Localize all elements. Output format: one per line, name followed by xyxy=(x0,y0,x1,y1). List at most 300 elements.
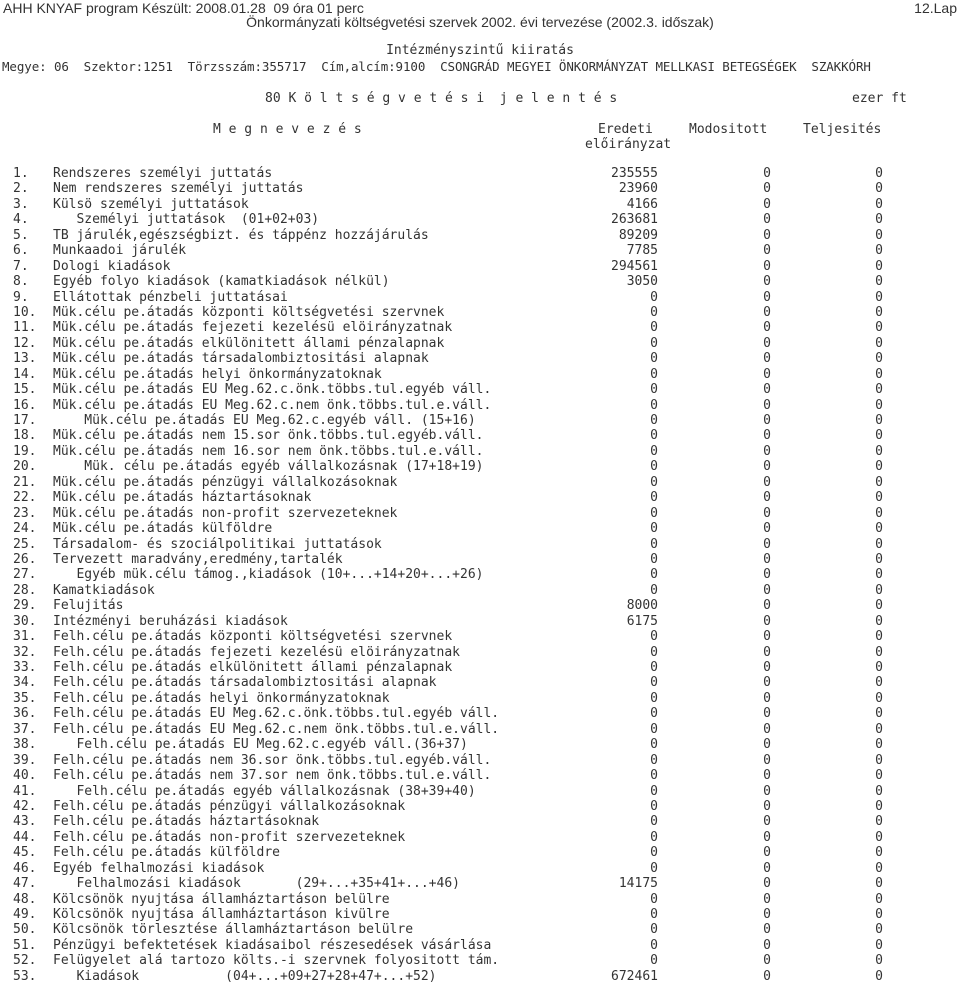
table-row xyxy=(0,830,960,845)
row-label: Mük.célu pe.átadás EU Meg.62.c.nem önk.többs.tul.e.váll. xyxy=(53,397,492,413)
original-value: 235555 xyxy=(611,166,658,181)
row-number: 43. xyxy=(13,814,37,830)
actual-value: 0 xyxy=(875,335,883,351)
modified-value: 0 xyxy=(763,166,771,181)
actual-value: 0 xyxy=(875,351,883,367)
modified-value: 0 xyxy=(763,196,771,212)
row-number: 3. xyxy=(13,196,29,212)
actual-value: 0 xyxy=(875,768,883,784)
row-label: Felügyelet alá tartozo költs.-i szervnek folyositott tám. xyxy=(53,953,500,969)
actual-value: 0 xyxy=(875,706,883,722)
row-number: 27. xyxy=(13,567,37,583)
row-number: 50. xyxy=(13,922,37,938)
row-label: Ellátottak pénzbeli juttatásai xyxy=(53,289,288,305)
modified-value: 0 xyxy=(763,937,771,953)
table-row xyxy=(0,969,960,984)
original-value: 0 xyxy=(650,335,658,351)
table-row xyxy=(0,814,960,829)
table-row xyxy=(0,336,960,351)
table-row xyxy=(0,398,960,413)
row-number: 16. xyxy=(13,397,37,413)
actual-value: 0 xyxy=(875,459,883,475)
row-label: Rendszeres személyi juttatás xyxy=(53,166,273,181)
modified-value: 0 xyxy=(763,351,771,367)
row-label: Mük.célu pe.átadás non-profit szervezeteknek xyxy=(53,505,398,521)
table-row xyxy=(0,259,960,274)
row-label: Felujitás xyxy=(53,598,124,614)
table-row xyxy=(0,645,960,660)
modified-value: 0 xyxy=(763,181,771,197)
table-row xyxy=(0,660,960,675)
actual-value: 0 xyxy=(875,798,883,814)
program-line: AHH KNYAF program Készült: 2008.01.28 09 óra 01 perc xyxy=(3,0,364,16)
row-number: 46. xyxy=(13,860,37,876)
modified-value: 0 xyxy=(763,690,771,706)
row-label: Tervezett maradvány,eredmény,tartalék xyxy=(53,551,343,567)
table-row xyxy=(0,506,960,521)
actual-value: 0 xyxy=(875,907,883,922)
original-value: 0 xyxy=(650,490,658,506)
table-row xyxy=(0,552,960,567)
actual-value: 0 xyxy=(875,598,883,614)
modified-value: 0 xyxy=(763,752,771,768)
table-row xyxy=(0,629,960,644)
table-row xyxy=(0,675,960,690)
row-number: 38. xyxy=(13,737,37,753)
row-label: Mük.célu pe.átadás nem 16.sor nem önk.többs.tul.e.váll. xyxy=(53,443,484,459)
row-label: Munkaadoi járulék xyxy=(53,243,187,259)
actual-value: 0 xyxy=(875,196,883,212)
original-value: 3050 xyxy=(626,274,658,290)
actual-value: 0 xyxy=(875,876,883,892)
modified-value: 0 xyxy=(763,521,771,537)
original-value: 0 xyxy=(650,629,658,645)
row-label: Pénzügyi befektetések kiadásaibol részesedések vásárlása xyxy=(53,937,492,953)
actual-value: 0 xyxy=(875,829,883,845)
original-value: 0 xyxy=(650,752,658,768)
table-row xyxy=(0,475,960,490)
row-label: Felh.célu pe.átadás háztartásoknak xyxy=(53,814,320,830)
actual-value: 0 xyxy=(875,505,883,521)
original-value: 0 xyxy=(650,413,658,428)
original-value: 0 xyxy=(650,521,658,537)
row-label: Felh.célu pe.átadás nem 37.sor nem önk.többs.tul.e.váll. xyxy=(53,768,492,784)
table-row xyxy=(0,753,960,768)
table-row xyxy=(0,861,960,876)
original-value: 7785 xyxy=(626,243,658,259)
modified-value: 0 xyxy=(763,474,771,490)
modified-value: 0 xyxy=(763,366,771,382)
original-value: 0 xyxy=(650,644,658,660)
table-row xyxy=(0,907,960,922)
row-label: Felh.célu pe.átadás EU Meg.62.c.önk.többs.tul.egyéb váll. xyxy=(53,706,500,722)
actual-value: 0 xyxy=(875,320,883,336)
row-label: Mük.célu pe.átadás fejezeti kezelésü elöirányzatnak xyxy=(53,320,453,336)
modified-value: 0 xyxy=(763,413,771,428)
actual-value: 0 xyxy=(875,289,883,305)
table-row xyxy=(0,367,960,382)
original-value: 14175 xyxy=(618,876,658,892)
actual-value: 0 xyxy=(875,644,883,660)
row-label: Mük.célu pe.átadás külföldre xyxy=(53,521,273,537)
report-title: 80 K ö l t s é g v e t é s i j e l e n t é s xyxy=(265,91,618,106)
report-subtitle: Önkormányzati költségvetési szervek 2002. évi tervezése (2002.3. időszak) xyxy=(246,14,714,30)
actual-value: 0 xyxy=(875,258,883,274)
modified-value: 0 xyxy=(763,551,771,567)
original-value: 0 xyxy=(650,922,658,938)
row-number: 30. xyxy=(13,613,37,629)
table-row xyxy=(0,614,960,629)
row-label: Társadalom- és szociálpolitikai juttatások xyxy=(53,536,382,552)
row-label: Felh.célu pe.átadás fejezeti kezelésü elöirányzatnak xyxy=(53,644,460,660)
table-row xyxy=(0,413,960,428)
row-label: Külsö személyi juttatások xyxy=(53,196,249,212)
table-row xyxy=(0,583,960,598)
row-number: 12. xyxy=(13,335,37,351)
original-value: 0 xyxy=(650,937,658,953)
row-label: Mük.célu pe.átadás háztartásoknak xyxy=(53,490,312,506)
modified-value: 0 xyxy=(763,258,771,274)
actual-value: 0 xyxy=(875,582,883,598)
actual-value: 0 xyxy=(875,536,883,552)
table-row xyxy=(0,598,960,613)
row-label: Mük.célu pe.átadás nem 15.sor önk.többs.tul.egyéb.váll. xyxy=(53,428,484,444)
original-value: 0 xyxy=(650,660,658,675)
modified-value: 0 xyxy=(763,227,771,243)
row-number: 24. xyxy=(13,521,37,537)
original-value: 0 xyxy=(650,706,658,722)
table-row xyxy=(0,197,960,212)
actual-value: 0 xyxy=(875,474,883,490)
table-row xyxy=(0,845,960,860)
modified-value: 0 xyxy=(763,582,771,598)
table-row xyxy=(0,768,960,783)
modified-value: 0 xyxy=(763,644,771,660)
modified-value: 0 xyxy=(763,829,771,845)
row-label: Felh.célu pe.átadás társadalombiztositási alapnak xyxy=(53,675,437,691)
row-label: Mük.célu pe.átadás EU Meg.62.c.egyéb váll. (15+16) xyxy=(53,413,476,428)
row-label: Kiadások (04+...+09+27+28+47+...+52) xyxy=(53,968,437,984)
modified-value: 0 xyxy=(763,660,771,675)
table-row xyxy=(0,459,960,474)
row-label: Felh.célu pe.átadás nem 36.sor önk.többs.tul.egyéb.váll. xyxy=(53,752,492,768)
original-value: 0 xyxy=(650,320,658,336)
column-header-original: Eredeti xyxy=(598,122,653,137)
row-number: 18. xyxy=(13,428,37,444)
original-value: 0 xyxy=(650,582,658,598)
original-value: 0 xyxy=(650,907,658,922)
row-number: 19. xyxy=(13,443,37,459)
original-value: 0 xyxy=(650,783,658,799)
original-value: 0 xyxy=(650,690,658,706)
row-label: TB járulék,egészségbizt. és táppénz hozzájárulás xyxy=(53,227,429,243)
original-value: 0 xyxy=(650,397,658,413)
modified-value: 0 xyxy=(763,907,771,922)
table-row xyxy=(0,490,960,505)
actual-value: 0 xyxy=(875,613,883,629)
modified-value: 0 xyxy=(763,567,771,583)
actual-value: 0 xyxy=(875,181,883,197)
modified-value: 0 xyxy=(763,860,771,876)
modified-value: 0 xyxy=(763,798,771,814)
row-label: Egyéb mük.célu támog.,kiadások (10+...+14+20+...+26) xyxy=(53,567,484,583)
modified-value: 0 xyxy=(763,737,771,753)
row-label: Kölcsönök nyujtása államháztartáson kivülre xyxy=(53,907,390,922)
original-value: 294561 xyxy=(611,258,658,274)
actual-value: 0 xyxy=(875,937,883,953)
modified-value: 0 xyxy=(763,428,771,444)
row-label: Intézményi beruházási kiadások xyxy=(53,613,288,629)
original-value: 23960 xyxy=(618,181,658,197)
row-number: 2. xyxy=(13,181,29,197)
actual-value: 0 xyxy=(875,891,883,907)
modified-value: 0 xyxy=(763,968,771,984)
original-value: 0 xyxy=(650,382,658,398)
actual-value: 0 xyxy=(875,814,883,830)
table-row xyxy=(0,428,960,443)
actual-value: 0 xyxy=(875,397,883,413)
row-number: 22. xyxy=(13,490,37,506)
row-number: 21. xyxy=(13,474,37,490)
row-number: 14. xyxy=(13,366,37,382)
row-number: 29. xyxy=(13,598,37,614)
row-number: 45. xyxy=(13,845,37,861)
original-value: 0 xyxy=(650,428,658,444)
original-value: 0 xyxy=(650,304,658,320)
modified-value: 0 xyxy=(763,382,771,398)
row-label: Dologi kiadások xyxy=(53,258,171,274)
original-value: 0 xyxy=(650,845,658,861)
row-number: 8. xyxy=(13,274,29,290)
row-number: 23. xyxy=(13,505,37,521)
row-label: Kamatkiadások xyxy=(53,582,155,598)
row-number: 9. xyxy=(13,289,29,305)
row-label: Mük.célu pe.átadás EU Meg.62.c.önk.többs.tul.egyéb váll. xyxy=(53,382,492,398)
original-value: 0 xyxy=(650,953,658,969)
original-value: 0 xyxy=(650,551,658,567)
actual-value: 0 xyxy=(875,953,883,969)
row-number: 4. xyxy=(13,212,29,228)
modified-value: 0 xyxy=(763,274,771,290)
table-row xyxy=(0,922,960,937)
actual-value: 0 xyxy=(875,660,883,675)
table-row xyxy=(0,799,960,814)
modified-value: 0 xyxy=(763,845,771,861)
original-value: 0 xyxy=(650,443,658,459)
table-row xyxy=(0,938,960,953)
actual-value: 0 xyxy=(875,243,883,259)
row-label: Mük.célu pe.átadás központi költségvetési szervnek xyxy=(53,304,445,320)
row-label: Kölcsönök törlesztése államháztartáson belülre xyxy=(53,922,414,938)
row-number: 49. xyxy=(13,907,37,922)
actual-value: 0 xyxy=(875,166,883,181)
original-value: 0 xyxy=(650,567,658,583)
row-number: 26. xyxy=(13,551,37,567)
column-header-modified: Modositott xyxy=(689,122,768,137)
row-number: 17. xyxy=(13,413,37,428)
modified-value: 0 xyxy=(763,212,771,228)
actual-value: 0 xyxy=(875,521,883,537)
row-number: 51. xyxy=(13,937,37,953)
row-label: Mük.célu pe.átadás elkülönitett állami pénzalapnak xyxy=(53,335,445,351)
table-row xyxy=(0,351,960,366)
modified-value: 0 xyxy=(763,613,771,629)
table-row xyxy=(0,567,960,582)
row-number: 48. xyxy=(13,891,37,907)
row-number: 41. xyxy=(13,783,37,799)
table-row xyxy=(0,212,960,227)
original-value: 0 xyxy=(650,721,658,737)
modified-value: 0 xyxy=(763,876,771,892)
report-type: Intézményszintű kiiratás xyxy=(386,43,574,58)
row-number: 20. xyxy=(13,459,37,475)
row-number: 1. xyxy=(13,166,29,181)
row-label: Kölcsönök nyujtása államháztartáson belülre xyxy=(53,891,390,907)
actual-value: 0 xyxy=(875,783,883,799)
original-value: 0 xyxy=(650,675,658,691)
row-number: 31. xyxy=(13,629,37,645)
row-number: 44. xyxy=(13,829,37,845)
original-value: 0 xyxy=(650,505,658,521)
modified-value: 0 xyxy=(763,814,771,830)
row-label: Felh.célu pe.átadás helyi önkormányzatoknak xyxy=(53,690,390,706)
original-value: 89209 xyxy=(618,227,658,243)
actual-value: 0 xyxy=(875,721,883,737)
modified-value: 0 xyxy=(763,320,771,336)
row-label: Felh.célu pe.átadás EU Meg.62.c.nem önk.többs.tul.e.váll. xyxy=(53,721,500,737)
row-number: 37. xyxy=(13,721,37,737)
row-number: 5. xyxy=(13,227,29,243)
column-header-name: M e g n e v e z é s xyxy=(213,122,362,137)
actual-value: 0 xyxy=(875,382,883,398)
row-label: Felh.célu pe.átadás külföldre xyxy=(53,845,280,861)
actual-value: 0 xyxy=(875,690,883,706)
row-number: 52. xyxy=(13,953,37,969)
actual-value: 0 xyxy=(875,413,883,428)
row-number: 15. xyxy=(13,382,37,398)
row-label: Mük.célu pe.átadás pénzügyi vállalkozásoknak xyxy=(53,474,398,490)
table-row xyxy=(0,706,960,721)
row-number: 42. xyxy=(13,798,37,814)
row-label: Egyéb folyo kiadások (kamatkiadások nélkül) xyxy=(53,274,390,290)
row-label: Felh.célu pe.átadás EU Meg.62.c.egyéb váll.(36+37) xyxy=(53,737,468,753)
budget-table xyxy=(0,166,960,984)
row-label: Mük. célu pe.átadás egyéb vállalkozásnak (17+18+19) xyxy=(53,459,484,475)
row-number: 25. xyxy=(13,536,37,552)
table-row xyxy=(0,243,960,258)
table-row xyxy=(0,181,960,196)
page-number: 12.Lap xyxy=(914,0,957,16)
actual-value: 0 xyxy=(875,845,883,861)
original-value: 263681 xyxy=(611,212,658,228)
table-row xyxy=(0,953,960,968)
table-row xyxy=(0,892,960,907)
actual-value: 0 xyxy=(875,922,883,938)
actual-value: 0 xyxy=(875,629,883,645)
table-row xyxy=(0,876,960,891)
row-label: Mük.célu pe.átadás helyi önkormányzatoknak xyxy=(53,366,382,382)
modified-value: 0 xyxy=(763,505,771,521)
row-label: Felh.célu pe.átadás központi költségvetési szervnek xyxy=(53,629,453,645)
modified-value: 0 xyxy=(763,490,771,506)
modified-value: 0 xyxy=(763,629,771,645)
table-row xyxy=(0,521,960,536)
row-label: Felhalmozási kiadások (29+...+35+41+...+46) xyxy=(53,876,460,892)
actual-value: 0 xyxy=(875,304,883,320)
original-value: 0 xyxy=(650,289,658,305)
actual-value: 0 xyxy=(875,752,883,768)
modified-value: 0 xyxy=(763,443,771,459)
table-row xyxy=(0,691,960,706)
institution-line: Megye: 06 Szektor:1251 Törzsszám:355717 Cím,alcím:9100 CSONGRÁD MEGYEI ÖNKORMÁNYZAT MELLKASI BETEGSÉGEK SZAKKÓRH xyxy=(2,59,871,74)
original-value: 0 xyxy=(650,351,658,367)
row-number: 53. xyxy=(13,968,37,984)
row-label: Felh.célu pe.átadás non-profit szervezeteknek xyxy=(53,829,406,845)
modified-value: 0 xyxy=(763,721,771,737)
original-value: 0 xyxy=(650,798,658,814)
table-row xyxy=(0,290,960,305)
row-number: 40. xyxy=(13,768,37,784)
actual-value: 0 xyxy=(875,227,883,243)
actual-value: 0 xyxy=(875,737,883,753)
modified-value: 0 xyxy=(763,783,771,799)
row-number: 34. xyxy=(13,675,37,691)
actual-value: 0 xyxy=(875,860,883,876)
row-number: 36. xyxy=(13,706,37,722)
original-value: 0 xyxy=(650,891,658,907)
row-number: 33. xyxy=(13,660,37,675)
row-label: Felh.célu pe.átadás egyéb vállalkozásnak (38+39+40) xyxy=(53,783,476,799)
original-value: 0 xyxy=(650,829,658,845)
original-value: 0 xyxy=(650,860,658,876)
table-row xyxy=(0,274,960,289)
actual-value: 0 xyxy=(875,274,883,290)
row-number: 13. xyxy=(13,351,37,367)
actual-value: 0 xyxy=(875,551,883,567)
modified-value: 0 xyxy=(763,706,771,722)
modified-value: 0 xyxy=(763,397,771,413)
original-value: 0 xyxy=(650,536,658,552)
actual-value: 0 xyxy=(875,366,883,382)
actual-value: 0 xyxy=(875,212,883,228)
modified-value: 0 xyxy=(763,768,771,784)
column-header-original-sub: előirányzat xyxy=(585,137,672,152)
actual-value: 0 xyxy=(875,443,883,459)
table-row xyxy=(0,382,960,397)
modified-value: 0 xyxy=(763,536,771,552)
table-row xyxy=(0,166,960,181)
table-row xyxy=(0,737,960,752)
original-value: 4166 xyxy=(626,196,658,212)
original-value: 0 xyxy=(650,366,658,382)
original-value: 0 xyxy=(650,768,658,784)
unit-label: ezer ft xyxy=(852,91,907,106)
row-number: 35. xyxy=(13,690,37,706)
row-number: 32. xyxy=(13,644,37,660)
row-number: 28. xyxy=(13,582,37,598)
modified-value: 0 xyxy=(763,953,771,969)
modified-value: 0 xyxy=(763,335,771,351)
actual-value: 0 xyxy=(875,567,883,583)
row-number: 10. xyxy=(13,304,37,320)
original-value: 0 xyxy=(650,814,658,830)
row-label: Felh.célu pe.átadás elkülönitett állami pénzalapnak xyxy=(53,660,453,675)
original-value: 0 xyxy=(650,459,658,475)
modified-value: 0 xyxy=(763,304,771,320)
actual-value: 0 xyxy=(875,675,883,691)
row-label: Felh.célu pe.átadás pénzügyi vállalkozásoknak xyxy=(53,798,406,814)
original-value: 672461 xyxy=(611,968,658,984)
